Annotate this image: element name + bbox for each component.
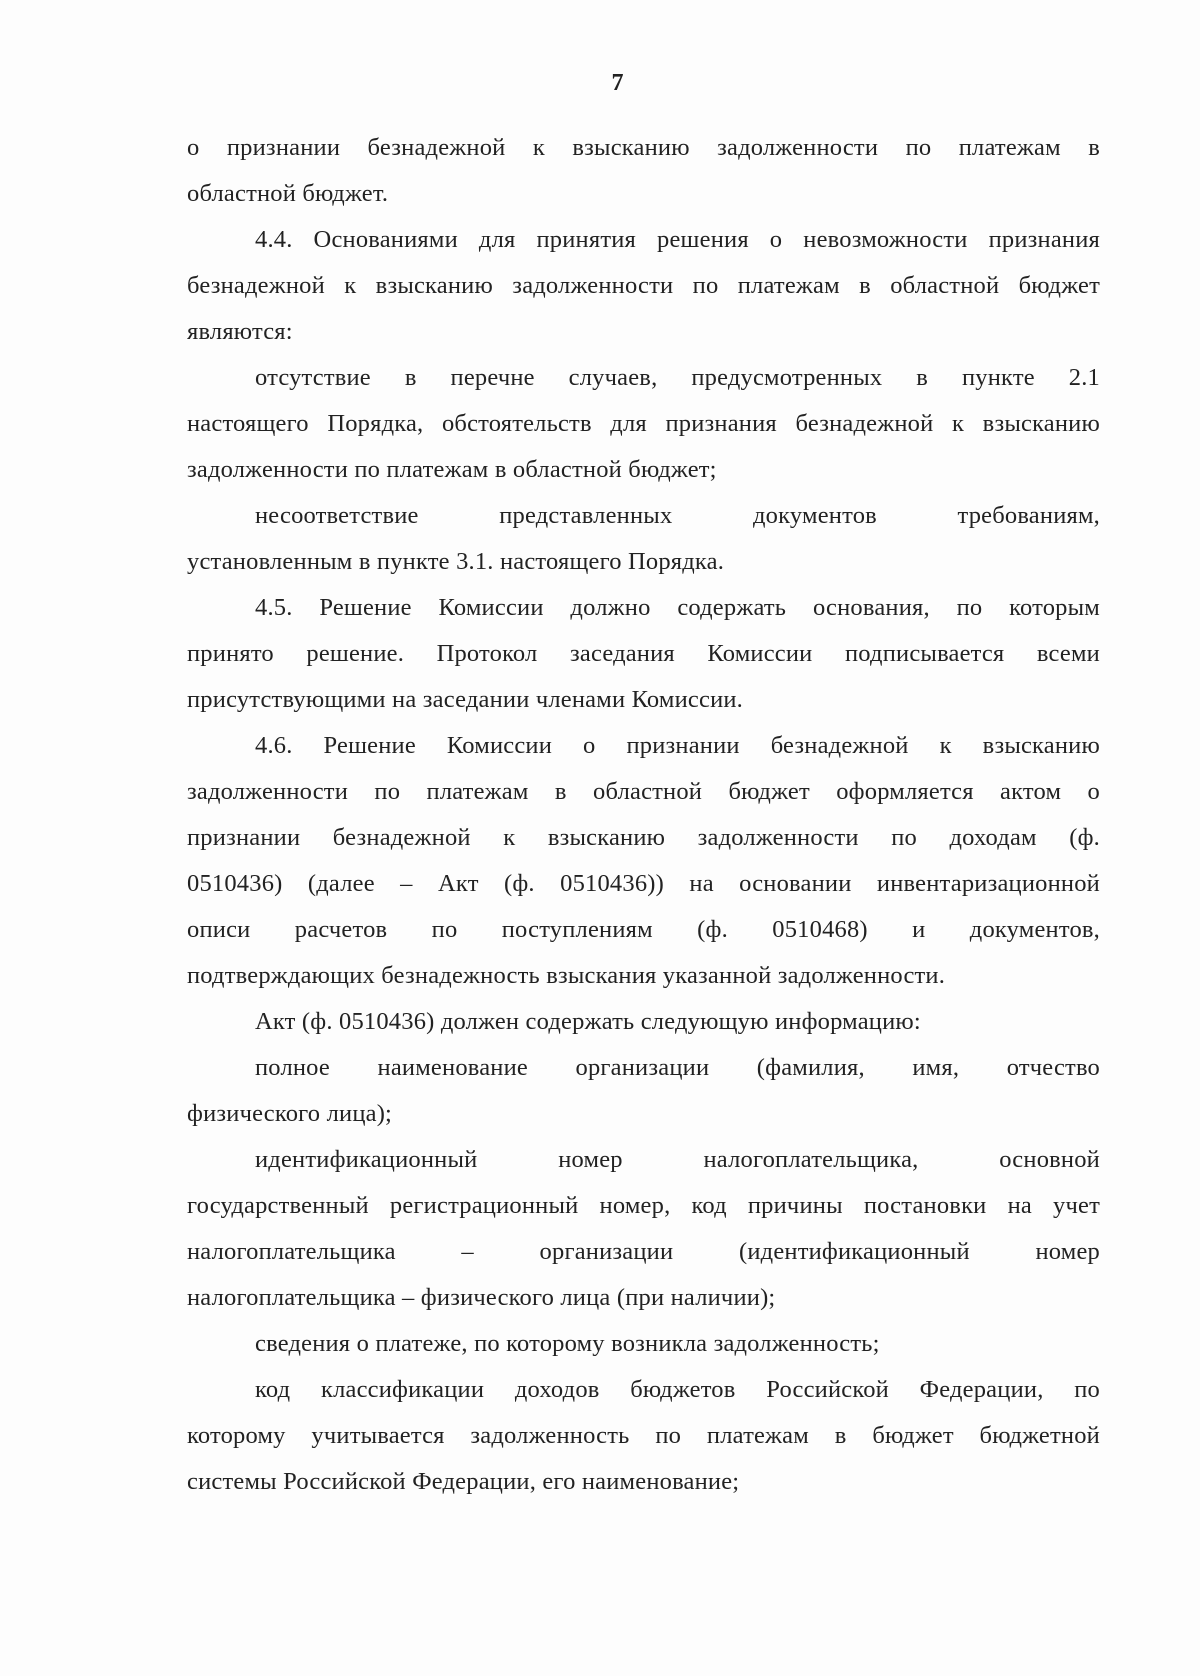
text-line: присутствующими на заседании членами Комиссии. xyxy=(187,686,744,713)
text-line: 0510436) (далее – Акт (ф. 0510436)) на основании инвентаризационной xyxy=(187,870,1100,897)
text-line: 4.5. Решение Комиссии должно содержать основания, по которым xyxy=(255,594,1100,621)
paragraph xyxy=(187,1367,1100,1505)
page-number: 7 xyxy=(611,70,624,96)
paragraph xyxy=(187,585,1100,723)
text-line: код классификации доходов бюджетов Российской Федерации, по xyxy=(255,1376,1100,1403)
paragraph xyxy=(187,493,1100,585)
paragraph xyxy=(187,217,1100,355)
text-line: отсутствие в перечне случаев, предусмотренных в пункте 2.1 xyxy=(255,364,1100,391)
text-line: физического лица); xyxy=(187,1100,393,1127)
text-line: задолженности по платежам в областной бюджет оформляется актом о xyxy=(187,778,1100,805)
text-line: описи расчетов по поступлениям (ф. 0510468) и документов, xyxy=(187,916,1100,943)
text-line: принято решение. Протокол заседания Комиссии подписывается всеми xyxy=(187,640,1100,667)
text-line: несоответствие представленных документов требованиям, xyxy=(255,502,1100,529)
text-line: задолженности по платежам в областной бюджет; xyxy=(187,456,717,483)
text-line: о признании безнадежной к взысканию задолженности по платежам в xyxy=(187,134,1100,161)
text-line: идентификационный номер налогоплательщика, основной xyxy=(255,1146,1100,1173)
text-line: государственный регистрационный номер, код причины постановки на учет xyxy=(187,1192,1100,1219)
text-line: 4.6. Решение Комиссии о признании безнадежной к взысканию xyxy=(255,732,1100,759)
text-line: безнадежной к взысканию задолженности по платежам в областной бюджет xyxy=(187,272,1100,299)
document-body xyxy=(187,125,1100,1505)
paragraph xyxy=(187,999,1100,1045)
paragraph xyxy=(187,723,1100,999)
text-line: являются: xyxy=(187,318,293,345)
text-line: настоящего Порядка, обстоятельств для признания безнадежной к взысканию xyxy=(187,410,1100,437)
text-line: полное наименование организации (фамилия, имя, отчество xyxy=(255,1054,1100,1081)
text-line: признании безнадежной к взысканию задолженности по доходам (ф. xyxy=(187,824,1100,851)
text-line: областной бюджет. xyxy=(187,180,389,207)
text-line: системы Российской Федерации, его наименование; xyxy=(187,1468,740,1495)
paragraph xyxy=(187,1321,1100,1367)
text-line: сведения о платеже, по которому возникла задолженность; xyxy=(255,1330,880,1357)
text-line: установленным в пункте 3.1. настоящего Порядка. xyxy=(187,548,725,575)
text-line: подтверждающих безнадежность взыскания указанной задолженности. xyxy=(187,962,946,989)
text-line: Акт (ф. 0510436) должен содержать следующую информацию: xyxy=(255,1008,921,1035)
text-line: налогоплательщика – физического лица (при наличии); xyxy=(187,1284,776,1311)
text-line: налогоплательщика – организации (идентификационный номер xyxy=(187,1238,1100,1265)
paragraph xyxy=(187,1045,1100,1137)
paragraph xyxy=(187,125,1100,217)
text-line: 4.4. Основаниями для принятия решения о невозможности признания xyxy=(255,226,1100,253)
paragraph xyxy=(187,1137,1100,1321)
paragraph xyxy=(187,355,1100,493)
text-line: которому учитывается задолженность по платежам в бюджет бюджетной xyxy=(187,1422,1100,1449)
